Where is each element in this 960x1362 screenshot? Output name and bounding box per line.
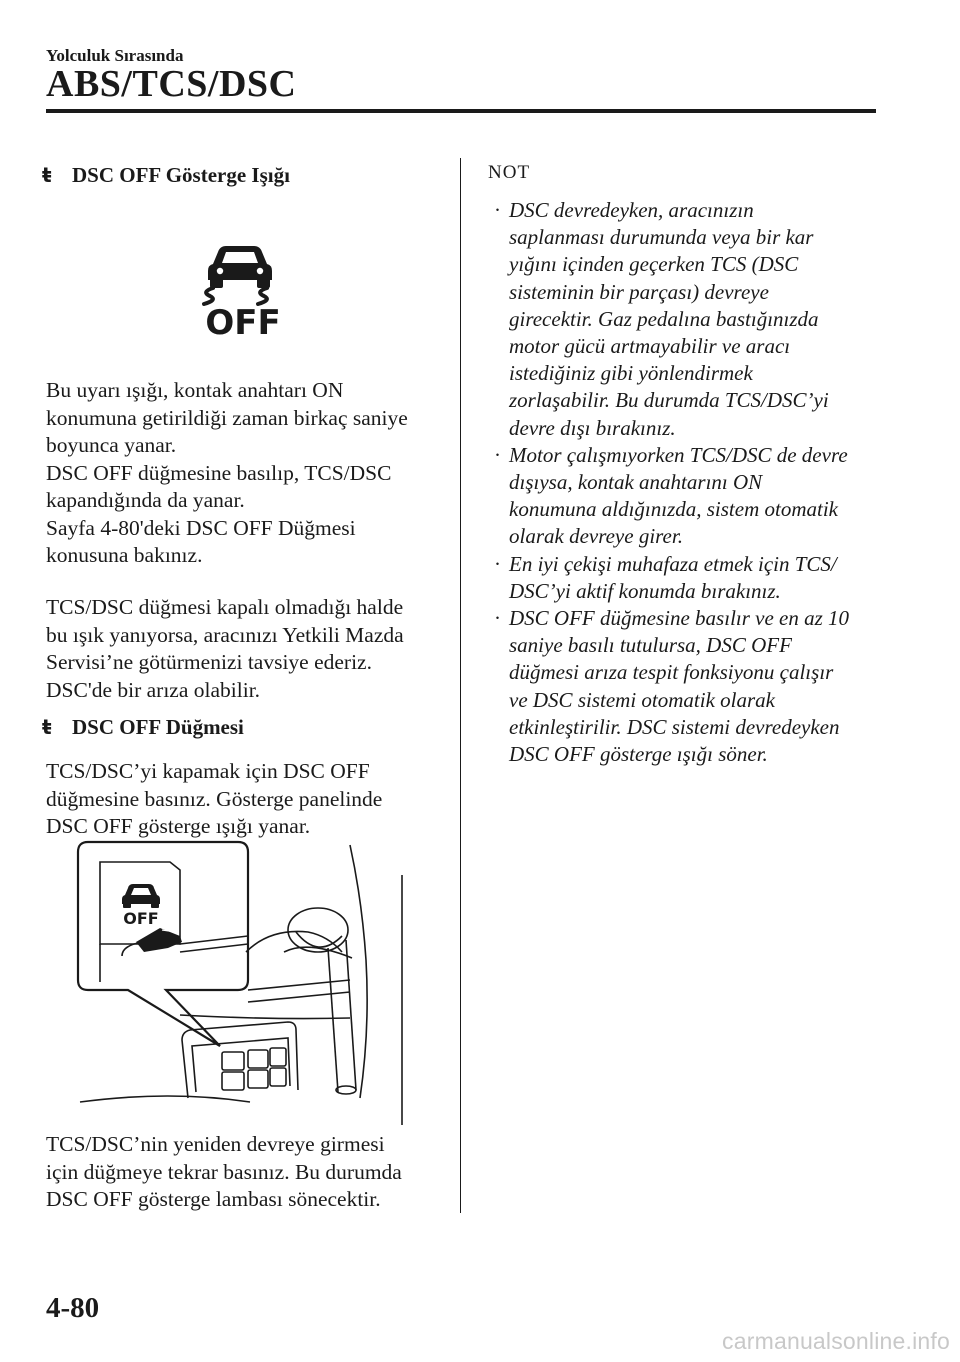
text-line: konumuna getirildiği zaman birkaç saniye: [46, 405, 408, 430]
text-line: için düğmeye tekrar basınız. Bu durumda: [46, 1159, 402, 1184]
page-number: 4-80: [46, 1292, 100, 1324]
text-line: konusuna bakınız.: [46, 543, 203, 567]
text-line: DSC OFF gösterge lambası sönecektir.: [46, 1187, 381, 1211]
note-line: konumuna aldığınızda, sistem otomatik: [509, 497, 838, 522]
reactivate-description: [46, 1131, 446, 1214]
text-line: Bu uyarı ışığı, kontak anahtarı ON: [46, 378, 344, 402]
text-line: düğmesine basınız. Gösterge panelinde: [46, 786, 383, 811]
note-item: [492, 605, 882, 768]
indicator-heading-text: DSC OFF Gösterge Işığı: [72, 163, 290, 187]
column-divider: [460, 158, 461, 1213]
bullet-dot-icon: ·: [494, 198, 501, 222]
illustration-off-label: OFF: [123, 909, 159, 928]
text-line: TCS/DSC’nin yeniden devreye girmesi: [46, 1132, 385, 1156]
chapter-title: ABS/TCS/DSC: [46, 63, 297, 105]
note-line: dışıysa, kontak anahtarını ON: [509, 470, 763, 495]
note-line: DSC OFF gösterge ışığı söner.: [509, 742, 768, 767]
watermark[interactable]: carmanualsonline.info: [722, 1328, 950, 1354]
text-line: TCS/DSC’yi kapamak için DSC OFF: [46, 759, 370, 783]
switch-heading: [42, 715, 244, 740]
note-line: zorlaşabilir. Bu durumda TCS/DSC’yi: [509, 388, 829, 413]
dsc-off-switch-illustration: [70, 840, 435, 1130]
section-bullet-icon: ŧ: [42, 163, 52, 187]
dsc-off-indicator-icon: [188, 238, 298, 338]
note-line: DSC’yi aktif konumda bırakınız.: [509, 578, 781, 603]
text-line: bu ışık yanıyorsa, aracınızı Yetkili Mazda: [46, 622, 404, 647]
switch-heading-text: DSC OFF Düğmesi: [72, 715, 244, 739]
bullet-dot-icon: ·: [494, 551, 501, 576]
note-title: NOT: [488, 162, 531, 183]
section-label: Yolculuk Sırasında: [46, 46, 184, 65]
note-line: istediğiniz gibi yönlendirmek: [509, 361, 753, 386]
section-bullet-icon: ŧ: [42, 715, 52, 739]
text-line: TCS/DSC düğmesi kapalı olmadığı halde: [46, 595, 404, 619]
note-list: [492, 197, 882, 768]
note-line: saplanması durumunda veya bir kar: [509, 225, 814, 250]
text-line: kapandığında da yanar.: [46, 488, 245, 512]
text-line: Sayfa 4-80'deki DSC OFF Düğmesi: [46, 515, 356, 540]
text-line: boyunca yanar.: [46, 433, 177, 457]
note-line: DSC OFF düğmesine basılır ve en az 10: [509, 606, 850, 631]
indicator-off-label: OFF: [205, 303, 281, 338]
note-line: sisteminin bir parçası) devreye: [509, 279, 769, 304]
note-item: [492, 551, 882, 605]
note-line: motor gücü artmayabilir ve aracı: [509, 334, 791, 359]
bullet-dot-icon: ·: [494, 606, 501, 631]
note-line: olarak devreye girer.: [509, 524, 683, 549]
note-line: Motor çalışmıyorken TCS/DSC de devre: [509, 442, 848, 467]
note-line: saniye basılı tutulursa, DSC OFF: [509, 633, 792, 658]
indicator-description: [46, 377, 446, 570]
note-line: yığını içinden geçerken TCS (DSC: [509, 252, 799, 277]
switch-description: [46, 758, 446, 841]
indicator-heading: [42, 163, 290, 188]
header-rule: [46, 109, 876, 113]
note-item: [492, 442, 882, 551]
note-line: girecektir. Gaz pedalına bastığınızda: [509, 306, 819, 331]
note-line: ve DSC sistemi otomatik olarak: [509, 687, 775, 712]
text-line: Servisi’ne götürmenizi tavsiye ederiz.: [46, 650, 372, 674]
text-line: DSC OFF düğmesine basılıp, TCS/DSC: [46, 460, 392, 485]
text-line: DSC OFF gösterge ışığı yanar.: [46, 814, 311, 838]
note-line: düğmesi arıza tespit fonksiyonu çalışır: [509, 660, 834, 685]
note-line: DSC devredeyken, aracınızın: [509, 198, 754, 222]
malfunction-description: [46, 594, 446, 704]
text-line: DSC'de bir arıza olabilir.: [46, 677, 261, 702]
note-line: En iyi çekişi muhafaza etmek için TCS/: [509, 551, 837, 576]
note-line: devre dışı bırakınız.: [509, 415, 676, 440]
bullet-dot-icon: ·: [494, 442, 501, 467]
note-item: [492, 197, 882, 442]
note-line: etkinleştirilir. DSC sistemi devredeyken: [509, 714, 840, 739]
